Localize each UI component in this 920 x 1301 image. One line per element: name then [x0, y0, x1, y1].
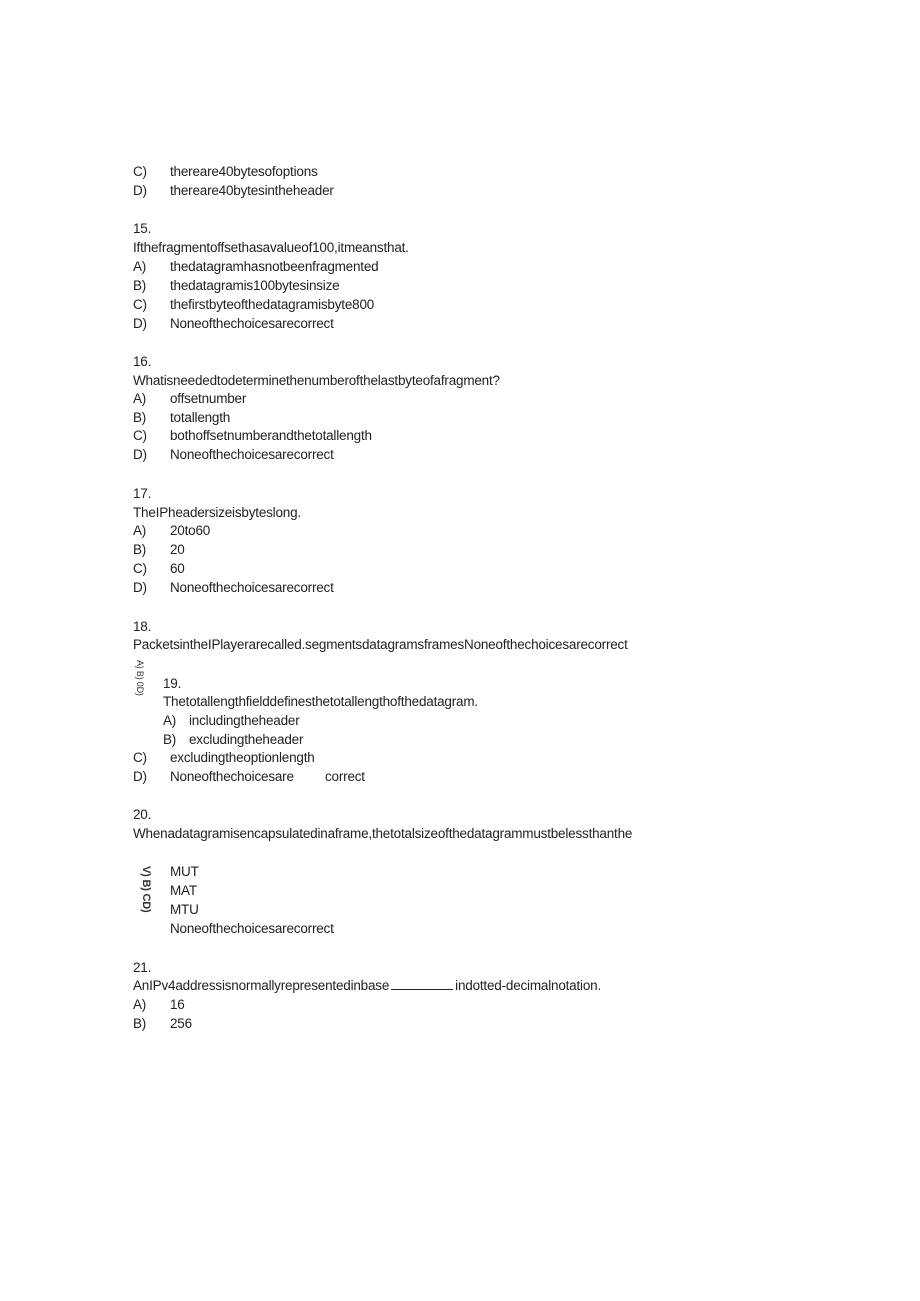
option-text: includingtheheader	[189, 713, 300, 728]
option-label: C)	[133, 428, 147, 443]
option-text: Noneofthechoicesarecorrect	[170, 580, 334, 595]
rotated-option-labels: A) B) 0D)	[135, 660, 145, 696]
option-text: excludingtheheader	[189, 732, 304, 747]
question-text: Whenadatagramisencapsulatedinaframe,thetotalsizeofthedatagrammustbelessthanthe	[133, 826, 633, 841]
option-label: D)	[133, 769, 147, 784]
question-text: Thetotallengthfielddefinesthetotallengthofthedatagram.	[163, 694, 478, 709]
option-text: Noneofthechoicesarecorrect	[170, 316, 334, 331]
option-label: D)	[133, 316, 147, 331]
option-text: thereare40bytesofoptions	[170, 164, 318, 179]
option-text: 60	[170, 561, 185, 576]
option-text: 20	[170, 542, 185, 557]
option-text: Noneofthechoicesare	[170, 769, 294, 784]
question-number: 18.	[133, 619, 152, 634]
option-text: 16	[170, 997, 185, 1012]
question-number: 16.	[133, 354, 152, 369]
option-text: Noneofthechoicesarecorrect	[170, 921, 334, 936]
option-label: B)	[163, 732, 177, 747]
option-label: B)	[133, 542, 147, 557]
option-text: MAT	[170, 883, 197, 898]
option-text-continued: correct	[325, 769, 365, 784]
option-text: thereare40bytesintheheader	[170, 183, 334, 198]
option-text: thedatagramhasnotbeenfragmented	[170, 259, 379, 274]
option-text: thedatagramis100bytesinsize	[170, 278, 340, 293]
question-number: 20.	[133, 807, 152, 822]
option-label: D)	[133, 183, 147, 198]
option-label: B)	[133, 410, 147, 425]
question-text	[133, 977, 601, 995]
option-label: B)	[133, 1016, 147, 1031]
option-label: D)	[133, 447, 147, 462]
option-label: B)	[133, 278, 147, 293]
option-text: Noneofthechoicesarecorrect	[170, 447, 334, 462]
option-label: C)	[133, 561, 147, 576]
option-label: A)	[133, 523, 147, 538]
question-text: Ifthefragmentoffsethasavalueof100,itmeansthat.	[133, 240, 409, 255]
option-text: totallength	[170, 410, 231, 425]
question-number: 19.	[163, 676, 182, 691]
option-text: excludingtheoptionlength	[170, 750, 315, 765]
question-text: TheIPheadersizeisbyteslong.	[133, 505, 301, 520]
rotated-option-labels: V) B) CD)	[140, 866, 152, 913]
question-number: 15.	[133, 221, 152, 236]
option-text: MTU	[170, 902, 199, 917]
option-label: A)	[133, 997, 147, 1012]
question-text: Whatisneededtodeterminethenumberofthelastbyteofafragment?	[133, 373, 500, 388]
option-text: 256	[170, 1016, 192, 1031]
question-text-before: AnIPv4addressisnormallyrepresentedinbase	[133, 978, 390, 993]
option-label: A)	[133, 259, 147, 274]
question-text: PacketsintheIPlayerarecalled.segmentsdatagramsframesNoneofthechoicesarecorrect	[133, 637, 628, 652]
option-text: 20to60	[170, 523, 211, 538]
option-label: C)	[133, 750, 147, 765]
option-label: C)	[133, 297, 147, 312]
option-text: bothoffsetnumberandthetotallength	[170, 428, 372, 443]
option-label: D)	[133, 580, 147, 595]
answer-blank	[391, 977, 453, 990]
option-text: thefirstbyteofthedatagramisbyte800	[170, 297, 375, 312]
question-number: 21.	[133, 960, 152, 975]
option-label: A)	[133, 391, 147, 406]
option-label: C)	[133, 164, 147, 179]
question-text-after: indotted-decimalnotation.	[455, 978, 602, 993]
option-text: MUT	[170, 864, 199, 879]
question-number: 17.	[133, 486, 152, 501]
option-label: A)	[163, 713, 177, 728]
option-text: offsetnumber	[170, 391, 247, 406]
